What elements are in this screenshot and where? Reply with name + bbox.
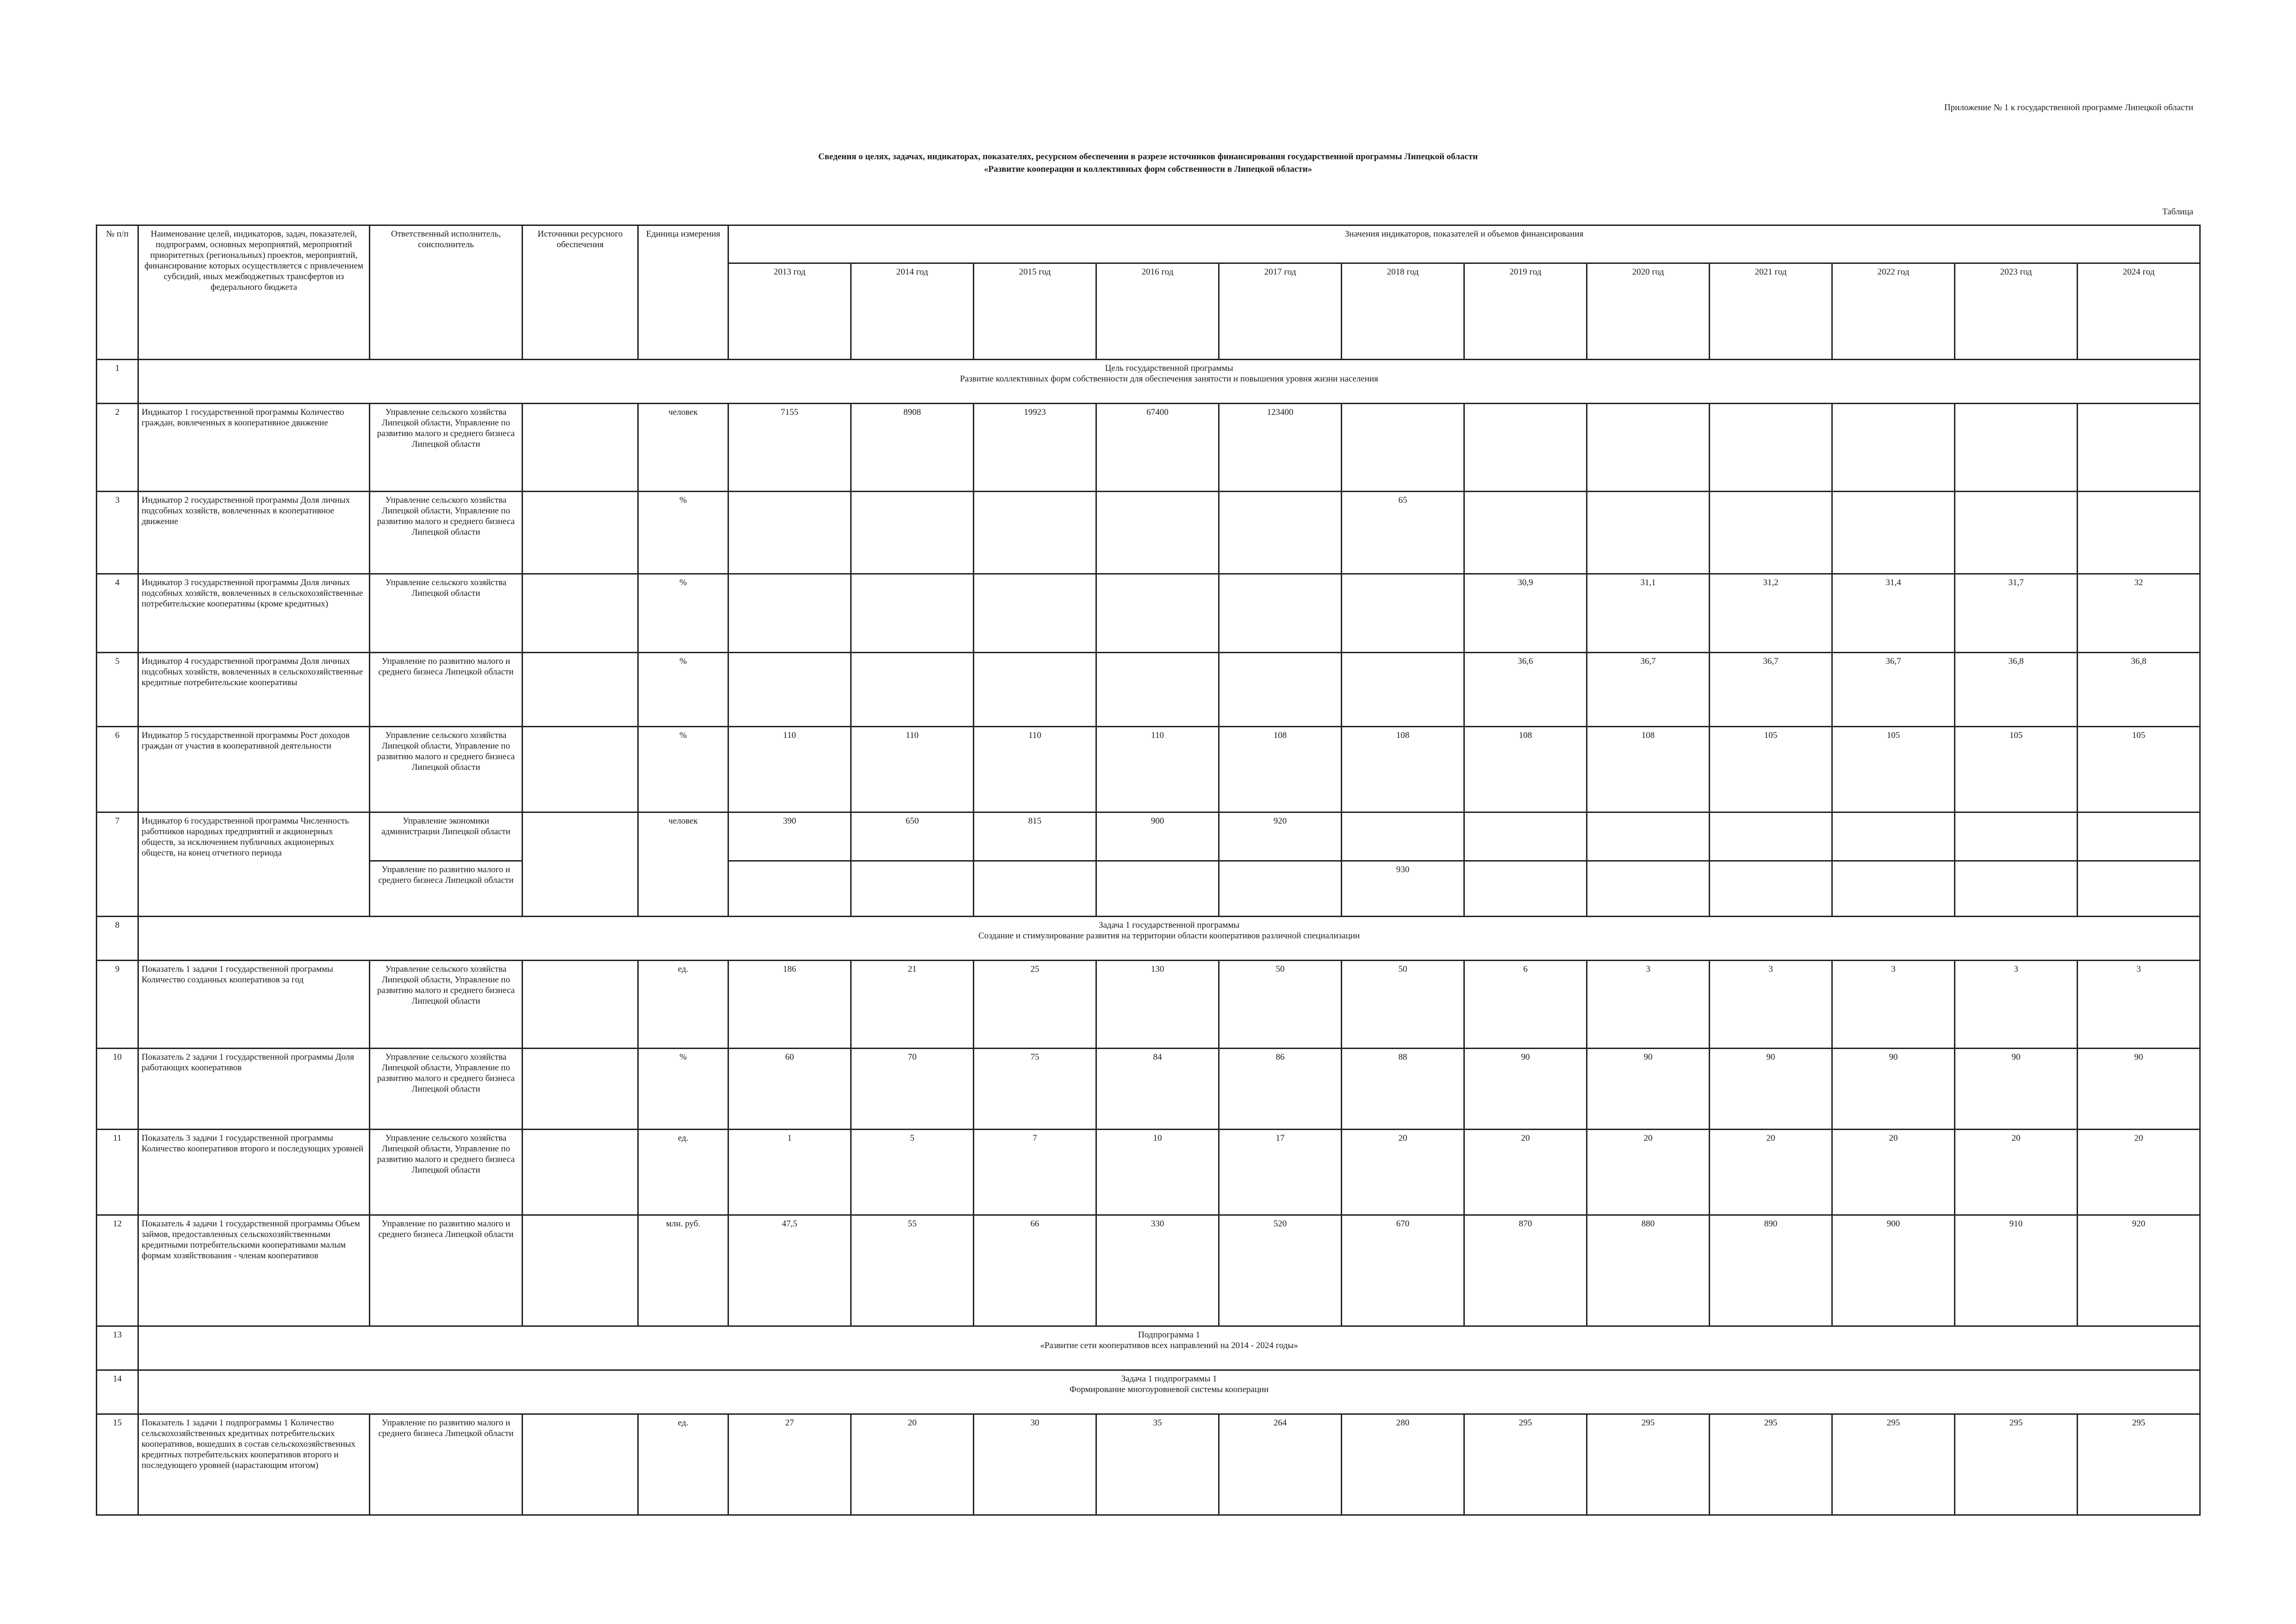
value-cell: [1096, 574, 1219, 653]
value-cell: 900: [1096, 812, 1219, 861]
value-cell: 20: [1955, 1130, 2078, 1215]
indicators-table: [96, 225, 2201, 1516]
value-cell: [1342, 404, 1464, 492]
value-cell: 295: [1587, 1414, 1710, 1515]
section-heading-title: Задача 1 подпрограммы 1: [1121, 1374, 1217, 1384]
value-cell: 31,7: [1955, 574, 2078, 653]
value-cell: 900: [1832, 1215, 1955, 1326]
section-heading-text: Создание и стимулирование развития на территории области кооперативов различной специализации: [978, 931, 1360, 941]
value-cell: [2078, 492, 2200, 574]
year-header: 2021 год: [1710, 263, 1832, 360]
section-heading: [138, 1326, 2200, 1370]
value-cell: 815: [974, 812, 1096, 861]
section-heading-text: «Развитие сети кооперативов всех направлений на 2014 - 2024 годы»: [1040, 1341, 1298, 1350]
header-row-1: [97, 225, 2200, 263]
year-header: 2017 год: [1219, 263, 1342, 360]
table-row: [97, 653, 2200, 727]
executor: Управление сельского хозяйства Липецкой области, Управление по развитию малого и среднего бизнеса Липецкой области: [370, 727, 523, 812]
value-cell: 6: [1464, 961, 1587, 1049]
value-cell: 890: [1710, 1215, 1832, 1326]
value-cell: 20: [1464, 1130, 1587, 1215]
row-number: 4: [97, 574, 138, 653]
indicator-name: Показатель 1 задачи 1 государственной программы Количество созданных кооперативов за год: [138, 961, 370, 1049]
table-row: [97, 574, 2200, 653]
value-cell: [1587, 492, 1710, 574]
executor: Управление сельского хозяйства Липецкой области, Управление по развитию малого и среднего бизнеса Липецкой области: [370, 961, 523, 1049]
value-cell: 920: [1219, 812, 1342, 861]
table-label: Таблица: [2162, 207, 2193, 217]
source-cell: [523, 1414, 638, 1515]
value-cell: 20: [851, 1414, 974, 1515]
row-number: 9: [97, 961, 138, 1049]
value-cell: 47,5: [728, 1215, 851, 1326]
value-cell: 67400: [1096, 404, 1219, 492]
value-cell: 32: [2078, 574, 2200, 653]
value-cell: 90: [1710, 1049, 1832, 1130]
table-row-goal: [97, 360, 2200, 404]
indicator-name: Показатель 2 задачи 1 государственной программы Доля работающих кооперативов: [138, 1049, 370, 1130]
value-cell: 66: [974, 1215, 1096, 1326]
value-cell: [1342, 574, 1464, 653]
value-cell: 295: [1464, 1414, 1587, 1515]
row-number: 1: [97, 360, 138, 404]
value-cell: 21: [851, 961, 974, 1049]
value-cell: 105: [1832, 727, 1955, 812]
table-row: [97, 1130, 2200, 1215]
value-cell: 295: [1832, 1414, 1955, 1515]
value-cell: 30: [974, 1414, 1096, 1515]
table-row: [97, 861, 2200, 917]
col-header-values-group: Значения индикаторов, показателей и объемов финансирования: [728, 225, 2200, 263]
executor: Управление по развитию малого и среднего бизнеса Липецкой области: [370, 1414, 523, 1515]
indicator-name: Показатель 1 задачи 1 подпрограммы 1 Количество сельскохозяйственных кредитных потребительских кооперативов, вошедших в состав сельскохозяйственных кредитных потребительских кооперативов второго и последующего уровней (нарастающим итогом): [138, 1414, 370, 1515]
value-cell: 70: [851, 1049, 974, 1130]
source-cell: [523, 1049, 638, 1130]
year-header: 2013 год: [728, 263, 851, 360]
value-cell: 75: [974, 1049, 1096, 1130]
year-header: 2019 год: [1464, 263, 1587, 360]
source-cell: [523, 961, 638, 1049]
year-header: 2023 год: [1955, 263, 2078, 360]
value-cell: [1219, 492, 1342, 574]
value-cell: 8908: [851, 404, 974, 492]
year-header: 2020 год: [1587, 263, 1710, 360]
source-cell: [523, 574, 638, 653]
value-cell: 20: [1587, 1130, 1710, 1215]
row-number: 3: [97, 492, 138, 574]
value-cell: 31,4: [1832, 574, 1955, 653]
value-cell: 88: [1342, 1049, 1464, 1130]
value-cell: 390: [728, 812, 851, 861]
source-cell: [523, 727, 638, 812]
unit: %: [638, 492, 728, 574]
section-heading-title: Задача 1 государственной программы: [1098, 920, 1240, 930]
value-cell: [974, 653, 1096, 727]
value-cell: [728, 861, 851, 917]
table-row: [97, 492, 2200, 574]
value-cell: [1342, 812, 1464, 861]
value-cell: 880: [1587, 1215, 1710, 1326]
source-cell: [523, 1215, 638, 1326]
value-cell: 36,7: [1587, 653, 1710, 727]
year-header: 2024 год: [2078, 263, 2200, 360]
value-cell: [1587, 812, 1710, 861]
executor: Управление по развитию малого и среднего бизнеса Липецкой области: [370, 861, 523, 917]
value-cell: 110: [974, 727, 1096, 812]
section-heading: [138, 360, 2200, 404]
source-cell: [523, 404, 638, 492]
unit: %: [638, 1049, 728, 1130]
value-cell: 3: [1955, 961, 2078, 1049]
row-number: 5: [97, 653, 138, 727]
value-cell: 7: [974, 1130, 1096, 1215]
table-row: [97, 1215, 2200, 1326]
title-line-1: Сведения о целях, задачах, индикаторах, показателях, ресурсном обеспечении в разрезе источников финансирования государственной программы Липецкой области: [818, 152, 1478, 162]
value-cell: 65: [1342, 492, 1464, 574]
value-cell: 50: [1342, 961, 1464, 1049]
year-header: 2014 год: [851, 263, 974, 360]
value-cell: 10: [1096, 1130, 1219, 1215]
table-row: [97, 812, 2200, 861]
value-cell: 20: [2078, 1130, 2200, 1215]
value-cell: [1832, 812, 1955, 861]
value-cell: [1096, 653, 1219, 727]
table-row: [97, 1049, 2200, 1130]
value-cell: 36,6: [1464, 653, 1587, 727]
value-cell: 31,1: [1587, 574, 1710, 653]
value-cell: [728, 653, 851, 727]
value-cell: 84: [1096, 1049, 1219, 1130]
value-cell: [1587, 404, 1710, 492]
unit: млн. руб.: [638, 1215, 728, 1326]
value-cell: 3: [1832, 961, 1955, 1049]
appendix-note: Приложение № 1 к государственной программе Липецкой области: [1944, 103, 2193, 112]
unit: %: [638, 574, 728, 653]
value-cell: 36,8: [2078, 653, 2200, 727]
value-cell: 670: [1342, 1215, 1464, 1326]
section-heading-text: Развитие коллективных форм собственности для обеспечения занятости и повышения уровня жизни населения: [960, 374, 1378, 384]
unit: ед.: [638, 961, 728, 1049]
table-row-subprogram: [97, 1326, 2200, 1370]
value-cell: 105: [1710, 727, 1832, 812]
value-cell: 7155: [728, 404, 851, 492]
value-cell: 5: [851, 1130, 974, 1215]
value-cell: 55: [851, 1215, 974, 1326]
unit: человек: [638, 812, 728, 917]
value-cell: [1096, 492, 1219, 574]
table-row-task: [97, 1370, 2200, 1414]
value-cell: [851, 492, 974, 574]
section-heading-title: Подпрограмма 1: [1138, 1330, 1200, 1340]
row-number: 8: [97, 917, 138, 961]
unit: ед.: [638, 1414, 728, 1515]
indicator-name: Индикатор 1 государственной программы Количество граждан, вовлеченных в кооперативное движение: [138, 404, 370, 492]
value-cell: 1: [728, 1130, 851, 1215]
value-cell: [1219, 653, 1342, 727]
section-heading-text: Формирование многоуровневой системы кооперации: [1069, 1385, 1269, 1394]
value-cell: [1710, 861, 1832, 917]
value-cell: [1342, 653, 1464, 727]
indicator-name: Показатель 3 задачи 1 государственной программы Количество кооперативов второго и последующих уровней: [138, 1130, 370, 1215]
source-cell: [523, 492, 638, 574]
value-cell: [1710, 404, 1832, 492]
value-cell: [1096, 861, 1219, 917]
value-cell: [1464, 861, 1587, 917]
year-header: 2015 год: [974, 263, 1096, 360]
indicator-name: Индикатор 5 государственной программы Рост доходов граждан от участия в кооперативной деятельности: [138, 727, 370, 812]
value-cell: [974, 861, 1096, 917]
indicator-name: Индикатор 6 государственной программы Численность работников народных предприятий и акционерных обществ, за исключением публичных акционерных обществ, на конец отчетного периода: [138, 812, 370, 917]
value-cell: [1955, 812, 2078, 861]
unit: %: [638, 653, 728, 727]
col-header-unit: Единица измерения: [638, 225, 728, 360]
value-cell: 186: [728, 961, 851, 1049]
value-cell: [2078, 812, 2200, 861]
value-cell: 930: [1342, 861, 1464, 917]
value-cell: 108: [1219, 727, 1342, 812]
section-heading: [138, 1370, 2200, 1414]
value-cell: [2078, 404, 2200, 492]
executor: Управление экономики администрации Липецкой области: [370, 812, 523, 861]
col-header-executor: Ответственный исполнитель, соисполнитель: [370, 225, 523, 360]
value-cell: [1955, 861, 2078, 917]
value-cell: 3: [1710, 961, 1832, 1049]
value-cell: [1955, 492, 2078, 574]
value-cell: 36,8: [1955, 653, 2078, 727]
value-cell: 280: [1342, 1414, 1464, 1515]
value-cell: 31,2: [1710, 574, 1832, 653]
value-cell: 3: [2078, 961, 2200, 1049]
value-cell: 90: [1832, 1049, 1955, 1130]
table-row-task: [97, 917, 2200, 961]
unit: человек: [638, 404, 728, 492]
year-header: 2022 год: [1832, 263, 1955, 360]
value-cell: 130: [1096, 961, 1219, 1049]
indicator-name: Индикатор 2 государственной программы Доля личных подсобных хозяйств, вовлеченных в кооперативное движение: [138, 492, 370, 574]
value-cell: [1464, 404, 1587, 492]
value-cell: 27: [728, 1414, 851, 1515]
value-cell: [851, 861, 974, 917]
value-cell: 60: [728, 1049, 851, 1130]
value-cell: [1710, 492, 1832, 574]
value-cell: 35: [1096, 1414, 1219, 1515]
table-row: [97, 1414, 2200, 1515]
value-cell: [1832, 404, 1955, 492]
section-heading: [138, 917, 2200, 961]
row-number: 14: [97, 1370, 138, 1414]
value-cell: 90: [1464, 1049, 1587, 1130]
table-row: [97, 404, 2200, 492]
value-cell: [1464, 492, 1587, 574]
value-cell: 90: [1587, 1049, 1710, 1130]
value-cell: 25: [974, 961, 1096, 1049]
value-cell: 50: [1219, 961, 1342, 1049]
source-cell: [523, 1130, 638, 1215]
value-cell: 105: [2078, 727, 2200, 812]
row-number: 11: [97, 1130, 138, 1215]
value-cell: 90: [2078, 1049, 2200, 1130]
indicator-name: Индикатор 4 государственной программы Доля личных подсобных хозяйств, вовлеченных в сельскохозяйственные кредитные потребительские кооперативы: [138, 653, 370, 727]
value-cell: 108: [1464, 727, 1587, 812]
value-cell: 110: [728, 727, 851, 812]
table-row: [97, 961, 2200, 1049]
value-cell: 19923: [974, 404, 1096, 492]
col-header-sources: Источники ресурсного обеспечения: [523, 225, 638, 360]
value-cell: [728, 492, 851, 574]
year-header: 2018 год: [1342, 263, 1464, 360]
value-cell: 20: [1342, 1130, 1464, 1215]
value-cell: 20: [1710, 1130, 1832, 1215]
value-cell: 17: [1219, 1130, 1342, 1215]
indicator-name: Индикатор 3 государственной программы Доля личных подсобных хозяйств, вовлеченных в сельскохозяйственные потребительские кооперативы (кроме кредитных): [138, 574, 370, 653]
row-number: 7: [97, 812, 138, 917]
value-cell: [1955, 404, 2078, 492]
value-cell: 90: [1955, 1049, 2078, 1130]
value-cell: 123400: [1219, 404, 1342, 492]
row-number: 10: [97, 1049, 138, 1130]
value-cell: [851, 653, 974, 727]
unit: ед.: [638, 1130, 728, 1215]
value-cell: [851, 574, 974, 653]
value-cell: 110: [1096, 727, 1219, 812]
executor: Управление по развитию малого и среднего бизнеса Липецкой области: [370, 1215, 523, 1326]
source-cell: [523, 653, 638, 727]
executor: Управление сельского хозяйства Липецкой области, Управление по развитию малого и среднего бизнеса Липецкой области: [370, 404, 523, 492]
unit: %: [638, 727, 728, 812]
value-cell: 3: [1587, 961, 1710, 1049]
col-header-num: № п/п: [97, 225, 138, 360]
value-cell: 108: [1587, 727, 1710, 812]
row-number: 15: [97, 1414, 138, 1515]
value-cell: [1219, 861, 1342, 917]
value-cell: [1710, 812, 1832, 861]
value-cell: 330: [1096, 1215, 1219, 1326]
row-number: 2: [97, 404, 138, 492]
value-cell: 36,7: [1832, 653, 1955, 727]
executor: Управление по развитию малого и среднего бизнеса Липецкой области: [370, 653, 523, 727]
value-cell: 910: [1955, 1215, 2078, 1326]
source-cell: [523, 812, 638, 917]
value-cell: [974, 492, 1096, 574]
section-heading-title: Цель государственной программы: [1105, 363, 1233, 373]
value-cell: 264: [1219, 1414, 1342, 1515]
value-cell: 920: [2078, 1215, 2200, 1326]
row-number: 12: [97, 1215, 138, 1326]
value-cell: 520: [1219, 1215, 1342, 1326]
value-cell: 870: [1464, 1215, 1587, 1326]
executor: Управление сельского хозяйства Липецкой области: [370, 574, 523, 653]
value-cell: 36,7: [1710, 653, 1832, 727]
value-cell: 295: [1710, 1414, 1832, 1515]
year-header: 2016 год: [1096, 263, 1219, 360]
value-cell: [974, 574, 1096, 653]
value-cell: [728, 574, 851, 653]
executor: Управление сельского хозяйства Липецкой области, Управление по развитию малого и среднего бизнеса Липецкой области: [370, 1130, 523, 1215]
value-cell: 105: [1955, 727, 2078, 812]
table-row: [97, 727, 2200, 812]
value-cell: 295: [2078, 1414, 2200, 1515]
value-cell: [1464, 812, 1587, 861]
value-cell: 86: [1219, 1049, 1342, 1130]
value-cell: 110: [851, 727, 974, 812]
value-cell: [1832, 861, 1955, 917]
executor: Управление сельского хозяйства Липецкой области, Управление по развитию малого и среднего бизнеса Липецкой области: [370, 1049, 523, 1130]
value-cell: 20: [1832, 1130, 1955, 1215]
value-cell: 30,9: [1464, 574, 1587, 653]
value-cell: 295: [1955, 1414, 2078, 1515]
row-number: 6: [97, 727, 138, 812]
value-cell: 108: [1342, 727, 1464, 812]
row-number: 13: [97, 1326, 138, 1370]
value-cell: 650: [851, 812, 974, 861]
value-cell: [1587, 861, 1710, 917]
document-title: [0, 150, 2296, 175]
value-cell: [2078, 861, 2200, 917]
value-cell: [1832, 492, 1955, 574]
col-header-name: Наименование целей, индикаторов, задач, показателей, подпрограмм, основных мероприятий, мероприятий приоритетных (региональных) проектов, мероприятий, финансирование которых осуществляется с привлечением субсидий, иных межбюджетных трансфертов из федерального бюджета: [138, 225, 370, 360]
executor: Управление сельского хозяйства Липецкой области, Управление по развитию малого и среднего бизнеса Липецкой области: [370, 492, 523, 574]
title-line-2: «Развитие кооперации и коллективных форм собственности в Липецкой области»: [983, 164, 1313, 174]
indicator-name: Показатель 4 задачи 1 государственной программы Объем займов, предоставленных сельскохозяйственными кредитными потребительскими кооперативами малым формам хозяйствования - членам кооперативов: [138, 1215, 370, 1326]
value-cell: [1219, 574, 1342, 653]
